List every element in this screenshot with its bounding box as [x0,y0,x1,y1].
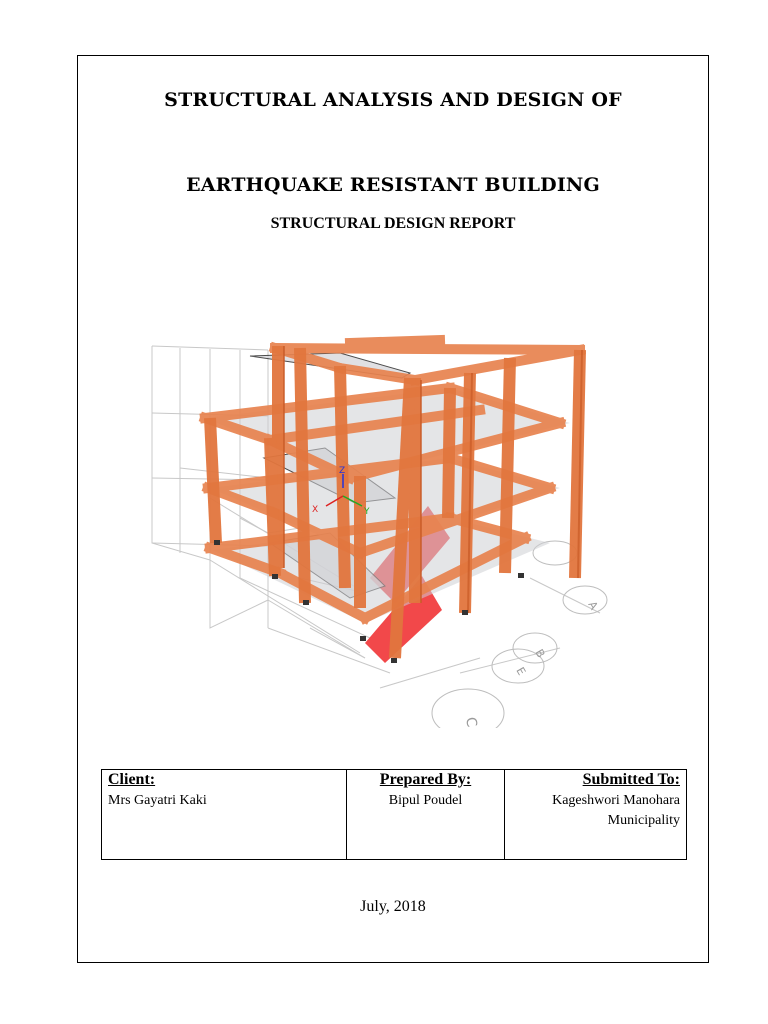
submitted-to-line-1: Kageshwori Manohara [552,793,680,808]
prepared-by-heading: Prepared By: [379,771,472,788]
submitted-to-cell [505,770,687,860]
grid-bubble-label: A [585,599,601,613]
submitted-to-heading: Submitted To: [582,771,680,788]
grid-bubble-label: C [462,715,480,728]
title-line-2: EARTHQUAKE RESISTANT BUILDING [186,174,600,196]
title-line-1: STRUCTURAL ANALYSIS AND DESIGN OF [164,89,622,111]
info-table [101,769,687,860]
client-name: Mrs Gayatri Kaki [108,793,207,808]
grid-bubble-label: E [513,665,529,678]
structural-model-figure [150,328,620,728]
axis-y-label: Y [364,507,370,517]
axis-x-label: X [312,505,319,515]
prepared-by-name: Bipul Poudel [388,793,463,808]
report-subtitle: STRUCTURAL DESIGN REPORT [270,215,516,232]
client-heading: Client: [108,771,156,788]
report-date: July, 2018 [360,898,426,915]
prepared-by-cell [347,770,505,860]
client-cell [102,770,347,860]
submitted-to-line-2: Municipality [607,813,680,828]
grid-bubble-label: B [532,647,548,661]
axis-z-label: Z [339,466,346,476]
